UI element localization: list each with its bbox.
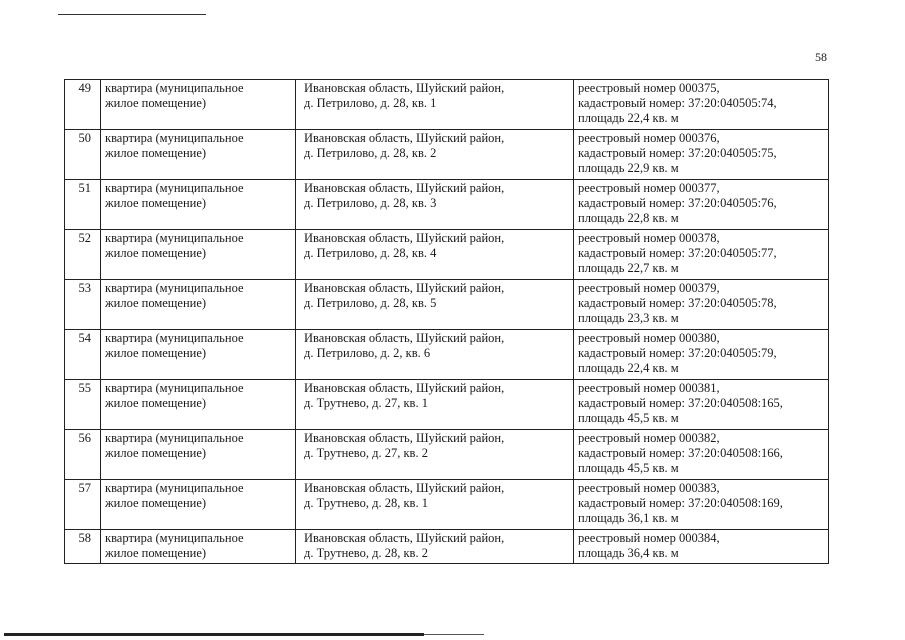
object-type-cell bbox=[101, 380, 296, 430]
row-number: 55 bbox=[65, 380, 101, 430]
details-line: кадастровый номер: 37:20:040505:78, bbox=[578, 296, 777, 310]
details-cell bbox=[574, 80, 829, 130]
row-number: 58 bbox=[65, 530, 101, 564]
object-type-cell bbox=[101, 430, 296, 480]
table-body bbox=[65, 80, 829, 564]
row-number: 49 bbox=[65, 80, 101, 130]
address-cell bbox=[296, 80, 574, 130]
object-type-cell bbox=[101, 230, 296, 280]
details-line: кадастровый номер: 37:20:040505:74, bbox=[578, 96, 777, 110]
address-line: д. Петрилово, д. 28, кв. 4 bbox=[304, 246, 437, 260]
row-number: 57 bbox=[65, 480, 101, 530]
address-cell bbox=[296, 530, 574, 564]
details-line: площадь 22,4 кв. м bbox=[578, 361, 679, 375]
address-line: д. Трутнево, д. 27, кв. 2 bbox=[304, 446, 428, 460]
row-number: 50 bbox=[65, 130, 101, 180]
table-row bbox=[65, 380, 829, 430]
details-line: реестровый номер 000381, bbox=[578, 381, 720, 395]
address-cell bbox=[296, 380, 574, 430]
row-number: 51 bbox=[65, 180, 101, 230]
details-line: реестровый номер 000376, bbox=[578, 131, 720, 145]
object-type-line: квартира (муниципальное bbox=[105, 381, 244, 395]
address-cell bbox=[296, 130, 574, 180]
address-line: д. Трутнево, д. 28, кв. 2 bbox=[304, 546, 428, 560]
details-line: реестровый номер 000384, bbox=[578, 531, 720, 545]
details-cell bbox=[574, 130, 829, 180]
object-type-line: квартира (муниципальное bbox=[105, 531, 244, 545]
details-cell bbox=[574, 380, 829, 430]
table-row bbox=[65, 230, 829, 280]
object-type-cell bbox=[101, 180, 296, 230]
table-row bbox=[65, 280, 829, 330]
address-line: д. Петрилово, д. 28, кв. 2 bbox=[304, 146, 437, 160]
details-line: площадь 45,5 кв. м bbox=[578, 411, 679, 425]
table-row bbox=[65, 130, 829, 180]
details-line: площадь 45,5 кв. м bbox=[578, 461, 679, 475]
object-type-line: жилое помещение) bbox=[105, 546, 207, 560]
details-cell bbox=[574, 280, 829, 330]
details-cell bbox=[574, 480, 829, 530]
details-line: площадь 23,3 кв. м bbox=[578, 311, 679, 325]
address-line: Ивановская область, Шуйский район, bbox=[304, 331, 505, 345]
object-type-line: квартира (муниципальное bbox=[105, 181, 244, 195]
object-type-line: жилое помещение) bbox=[105, 496, 207, 510]
address-line: Ивановская область, Шуйский район, bbox=[304, 231, 505, 245]
address-cell bbox=[296, 230, 574, 280]
property-registry-table bbox=[64, 79, 829, 564]
object-type-cell bbox=[101, 530, 296, 564]
details-line: реестровый номер 000383, bbox=[578, 481, 720, 495]
details-cell bbox=[574, 180, 829, 230]
object-type-cell bbox=[101, 130, 296, 180]
details-line: кадастровый номер: 37:20:040508:165, bbox=[578, 396, 783, 410]
details-line: площадь 36,1 кв. м bbox=[578, 511, 679, 525]
object-type-line: жилое помещение) bbox=[105, 246, 207, 260]
object-type-line: квартира (муниципальное bbox=[105, 281, 244, 295]
details-line: реестровый номер 000382, bbox=[578, 431, 720, 445]
object-type-line: жилое помещение) bbox=[105, 296, 207, 310]
address-line: д. Петрилово, д. 28, кв. 3 bbox=[304, 196, 437, 210]
address-cell bbox=[296, 480, 574, 530]
page-number: 58 bbox=[815, 50, 827, 64]
address-line: Ивановская область, Шуйский район, bbox=[304, 81, 505, 95]
address-line: Ивановская область, Шуйский район, bbox=[304, 381, 505, 395]
address-line: д. Петрилово, д. 2, кв. 6 bbox=[304, 346, 431, 360]
table-row bbox=[65, 180, 829, 230]
table-row bbox=[65, 480, 829, 530]
details-line: площадь 22,9 кв. м bbox=[578, 161, 679, 175]
details-line: площадь 22,8 кв. м bbox=[578, 211, 679, 225]
table-row bbox=[65, 430, 829, 480]
address-line: Ивановская область, Шуйский район, bbox=[304, 181, 505, 195]
object-type-cell bbox=[101, 280, 296, 330]
address-line: Ивановская область, Шуйский район, bbox=[304, 531, 505, 545]
details-line: кадастровый номер: 37:20:040505:79, bbox=[578, 346, 777, 360]
address-line: Ивановская область, Шуйский район, bbox=[304, 431, 505, 445]
object-type-line: квартира (муниципальное bbox=[105, 81, 244, 95]
object-type-cell bbox=[101, 330, 296, 380]
details-line: кадастровый номер: 37:20:040508:166, bbox=[578, 446, 783, 460]
address-cell bbox=[296, 430, 574, 480]
address-line: Ивановская область, Шуйский район, bbox=[304, 281, 505, 295]
details-cell bbox=[574, 530, 829, 564]
address-cell bbox=[296, 180, 574, 230]
details-line: кадастровый номер: 37:20:040505:77, bbox=[578, 246, 777, 260]
object-type-line: жилое помещение) bbox=[105, 146, 207, 160]
details-line: кадастровый номер: 37:20:040508:169, bbox=[578, 496, 783, 510]
details-line: площадь 22,4 кв. м bbox=[578, 111, 679, 125]
object-type-line: жилое помещение) bbox=[105, 346, 207, 360]
object-type-line: квартира (муниципальное bbox=[105, 131, 244, 145]
details-cell bbox=[574, 430, 829, 480]
address-line: д. Петрилово, д. 28, кв. 5 bbox=[304, 296, 437, 310]
table-row bbox=[65, 330, 829, 380]
details-line: площадь 22,7 кв. м bbox=[578, 261, 679, 275]
object-type-line: квартира (муниципальное bbox=[105, 231, 244, 245]
header-rule bbox=[58, 14, 206, 15]
object-type-cell bbox=[101, 480, 296, 530]
address-line: д. Петрилово, д. 28, кв. 1 bbox=[304, 96, 437, 110]
address-line: Ивановская область, Шуйский район, bbox=[304, 131, 505, 145]
details-line: реестровый номер 000375, bbox=[578, 81, 720, 95]
object-type-line: квартира (муниципальное bbox=[105, 331, 244, 345]
details-cell bbox=[574, 330, 829, 380]
object-type-line: жилое помещение) bbox=[105, 196, 207, 210]
footer-rule bbox=[4, 633, 424, 636]
object-type-line: квартира (муниципальное bbox=[105, 431, 244, 445]
address-line: Ивановская область, Шуйский район, bbox=[304, 481, 505, 495]
address-cell bbox=[296, 330, 574, 380]
details-line: реестровый номер 000380, bbox=[578, 331, 720, 345]
details-line: реестровый номер 000377, bbox=[578, 181, 720, 195]
row-number: 54 bbox=[65, 330, 101, 380]
footer-rule-thin bbox=[424, 634, 484, 635]
object-type-line: жилое помещение) bbox=[105, 446, 207, 460]
row-number: 56 bbox=[65, 430, 101, 480]
object-type-line: квартира (муниципальное bbox=[105, 481, 244, 495]
details-cell bbox=[574, 230, 829, 280]
row-number: 52 bbox=[65, 230, 101, 280]
table-row bbox=[65, 80, 829, 130]
object-type-line: жилое помещение) bbox=[105, 96, 207, 110]
object-type-cell bbox=[101, 80, 296, 130]
address-cell bbox=[296, 280, 574, 330]
object-type-line: жилое помещение) bbox=[105, 396, 207, 410]
address-line: д. Трутнево, д. 28, кв. 1 bbox=[304, 496, 428, 510]
row-number: 53 bbox=[65, 280, 101, 330]
table-row bbox=[65, 530, 829, 564]
address-line: д. Трутнево, д. 27, кв. 1 bbox=[304, 396, 428, 410]
details-line: площадь 36,4 кв. м bbox=[578, 546, 679, 560]
details-line: кадастровый номер: 37:20:040505:76, bbox=[578, 196, 777, 210]
details-line: кадастровый номер: 37:20:040505:75, bbox=[578, 146, 777, 160]
details-line: реестровый номер 000379, bbox=[578, 281, 720, 295]
details-line: реестровый номер 000378, bbox=[578, 231, 720, 245]
